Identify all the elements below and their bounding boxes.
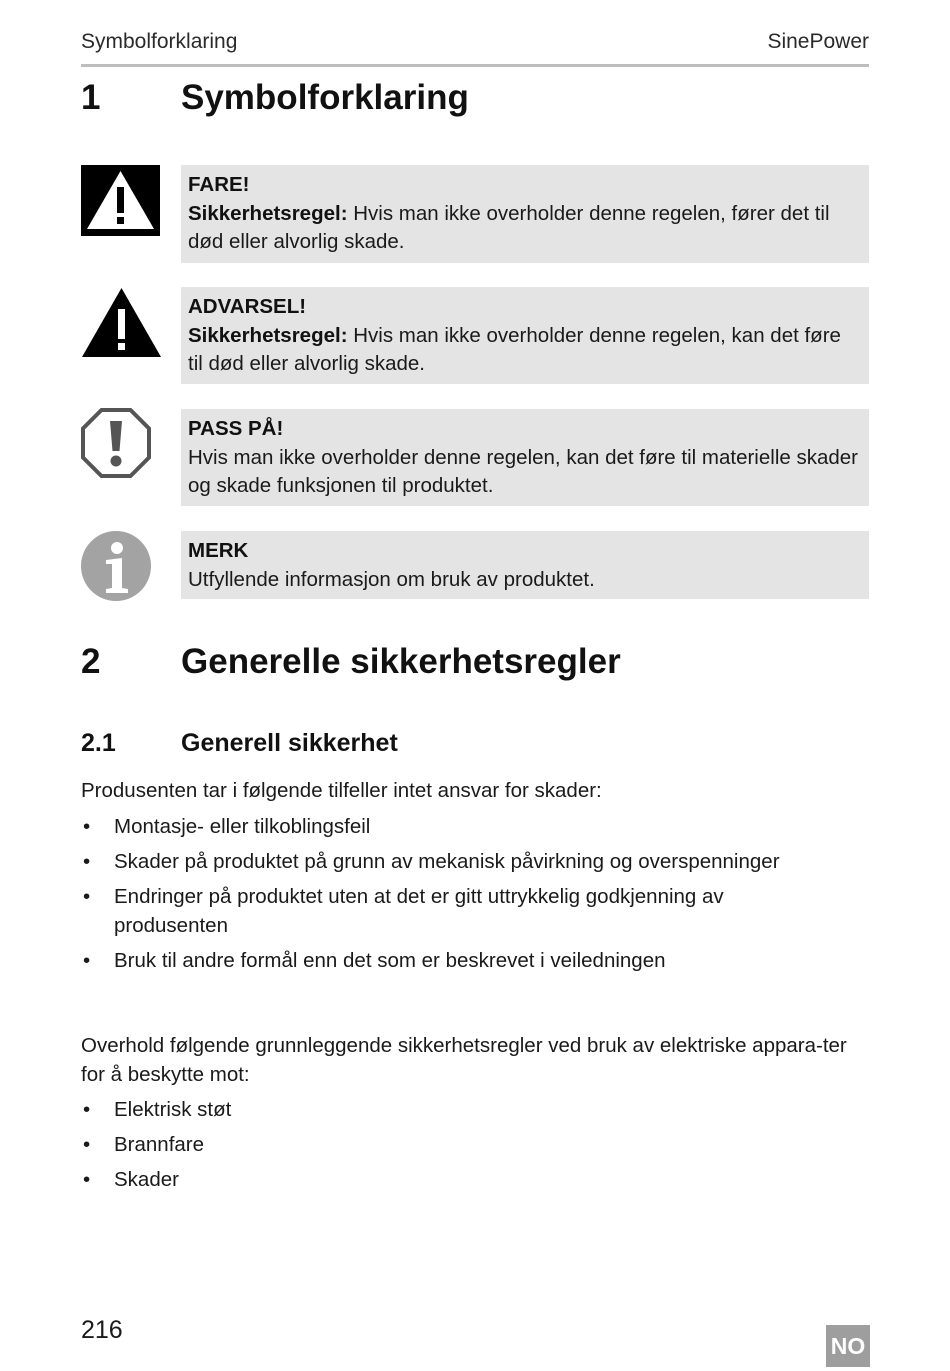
notice-info-label: MERK [188,539,249,562]
liability-intro: Produsenten tar i følgende tilfeller intet ansvar for skader: [81,779,602,802]
notice-warning-rule-label: Sikkerhetsregel: [188,323,348,347]
safety-intro: Overhold følgende grunnleggende sikkerhetsregler ved bruk av elektriske appara-ter for å beskytte mot: [81,1034,847,1086]
section-2-1-number: 2.1 [81,729,116,757]
notice-warning-label: ADVARSEL! [188,295,307,318]
header-product: SinePower [767,30,869,53]
list-item [81,812,869,841]
list-item [81,1130,869,1159]
section-2-1-heading [81,729,398,758]
section-2-title: Generelle sikkerhetsregler [181,642,621,681]
section-2-1-title: Generell sikkerhet [181,729,398,757]
info-circle-icon [81,531,151,606]
list-item-text: Endringer på produktet uten at det er gitt uttrykkelig godkjenning av produsenten [114,885,724,937]
section-1-heading [81,78,469,118]
liability-list [81,812,869,981]
notice-caution-label: PASS PÅ! [188,417,284,440]
bullet-icon: • [83,885,91,908]
list-item-text: Bruk til andre formål enn det som er beskrevet i veiledningen [114,949,666,972]
header-chapter: Symbolforklaring [81,30,238,53]
bullet-icon: • [83,815,91,838]
list-item [81,946,869,975]
section-1-number: 1 [81,78,101,117]
caution-octagon-icon [81,408,151,483]
danger-triangle-icon [81,165,160,241]
section-2-heading [81,642,621,682]
list-item-text: Montasje- eller tilkoblingsfeil [114,815,371,838]
page-number: 216 [81,1316,123,1344]
language-badge: NO [826,1325,870,1367]
section-2-number: 2 [81,642,101,681]
warning-triangle-icon [81,287,162,363]
list-item [81,882,869,940]
section-1-title: Symbolforklaring [181,78,469,117]
notice-danger-label: FARE! [188,173,250,196]
bullet-icon: • [83,1133,91,1156]
list-item-text: Skader på produktet på grunn av mekanisk påvirkning og overspenninger [114,850,780,873]
list-item [81,1165,869,1194]
hazard-list [81,1095,869,1200]
notice-danger-text: Hvis man ikke overholder denne regelen, fører det til død eller alvorlig skade. [188,201,830,253]
list-item-text: Brannfare [114,1133,205,1156]
list-item-text: Elektrisk støt [114,1098,232,1121]
notice-caution-text: Hvis man ikke overholder denne regelen, kan det føre til materielle skader og skade funksjonen til produktet. [188,445,858,497]
list-item-text: Skader [114,1168,179,1191]
bullet-icon: • [83,850,91,873]
notice-danger-rule-label: Sikkerhetsregel: [188,201,348,225]
bullet-icon: • [83,1168,91,1191]
notice-warning-box [181,287,869,384]
notice-warning-text: Hvis man ikke overholder denne regelen, kan det føre til død eller alvorlig skade. [188,323,841,375]
notice-info-box [181,531,869,599]
notice-caution-box [181,409,869,506]
list-item [81,847,869,876]
notice-info-text: Utfyllende informasjon om bruk av produktet. [188,567,595,591]
bullet-icon: • [83,949,91,972]
bullet-icon: • [83,1098,91,1121]
list-item [81,1095,869,1124]
notice-danger-box [181,165,869,263]
running-header [81,30,869,67]
